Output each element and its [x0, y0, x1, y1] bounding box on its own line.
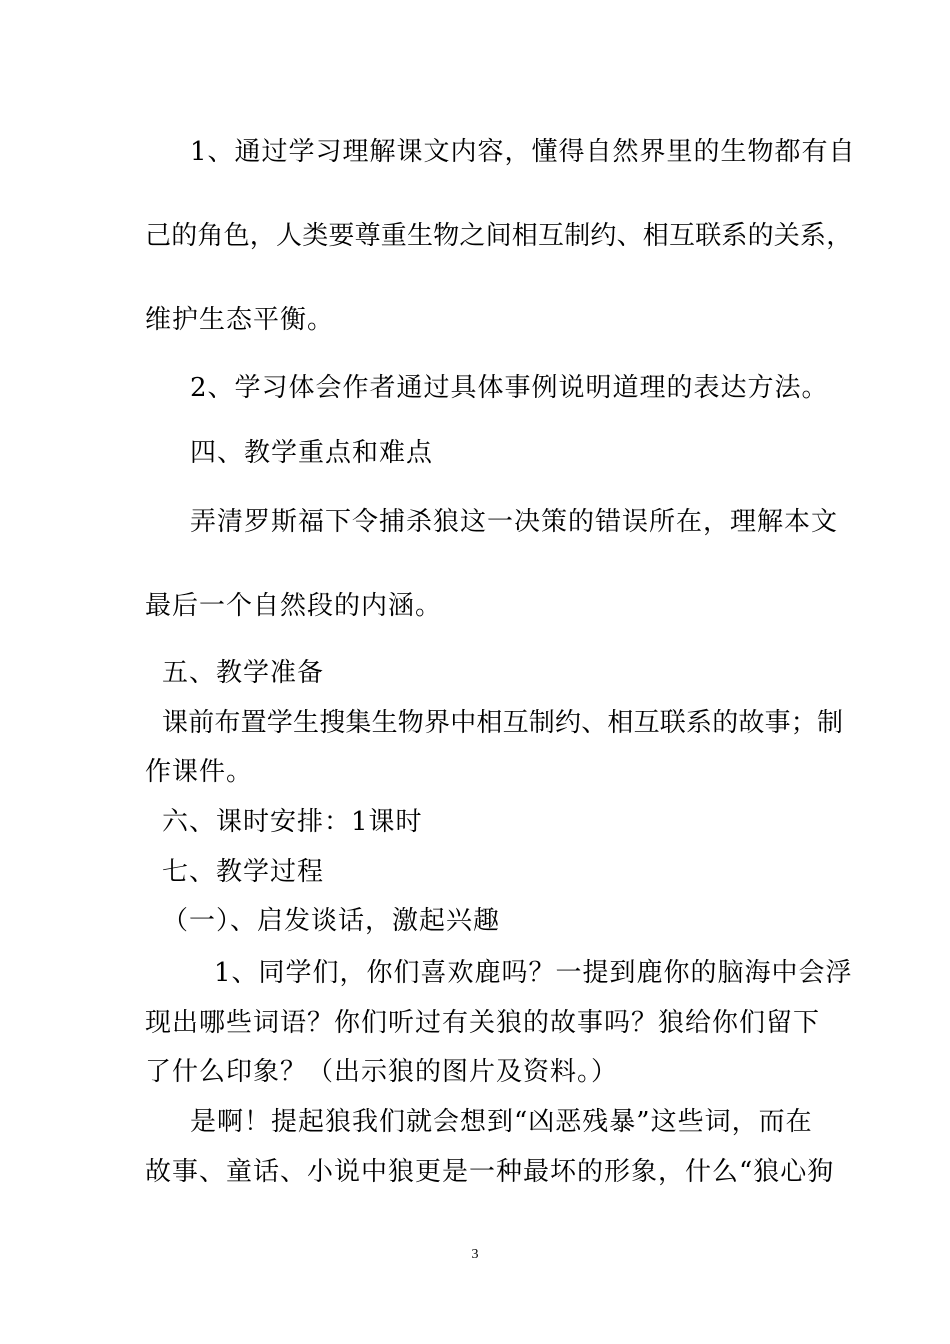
text-line-18: 故事、童话、小说中狼更是一种最坏的形象，什么“狼心狗 [145, 1157, 835, 1187]
text-line-17: 是啊！提起狼我们就会想到“凶恶残暴”这些词，而在 [190, 1107, 813, 1137]
text-line-9: 课前布置学生搜集生物界中相互制约、相互联系的故事；制 [162, 708, 844, 738]
text-line-14: 1、同学们，你们喜欢鹿吗？一提到鹿你的脑海中会浮 [214, 958, 853, 988]
text-line-10: 作课件。 [145, 757, 254, 787]
page-number: 3 [471, 1247, 479, 1262]
section-heading-4: 四、教学重点和难点 [190, 438, 434, 468]
text-line-15: 现出哪些词语？你们听过有关狼的故事吗？狼给你们留下 [145, 1008, 821, 1038]
text-line-3: 维护生态平衡。 [145, 305, 335, 335]
section-heading-5: 五、教学准备 [162, 658, 325, 688]
text-line-4: 2、学习体会作者通过具体事例说明道理的表达方法。 [190, 373, 829, 403]
text-line-7: 最后一个自然段的内涵。 [145, 591, 443, 621]
section-heading-7: 七、教学过程 [162, 857, 325, 887]
text-line-1: 1、通过学习理解课文内容，懂得自然界里的生物都有自 [190, 137, 856, 167]
subsection-heading-1: （一）、启发谈话，激起兴趣 [162, 906, 501, 936]
section-heading-6: 六、课时安排：1课时 [162, 807, 423, 837]
text-line-2: 己的角色，人类要尊重生物之间相互制约、相互联系的关系， [145, 221, 853, 251]
text-line-6: 弄清罗斯福下令捕杀狼这一决策的错误所在，理解本文 [190, 507, 839, 537]
text-line-16: 了什么印象？（出示狼的图片及资料。） [145, 1057, 619, 1087]
